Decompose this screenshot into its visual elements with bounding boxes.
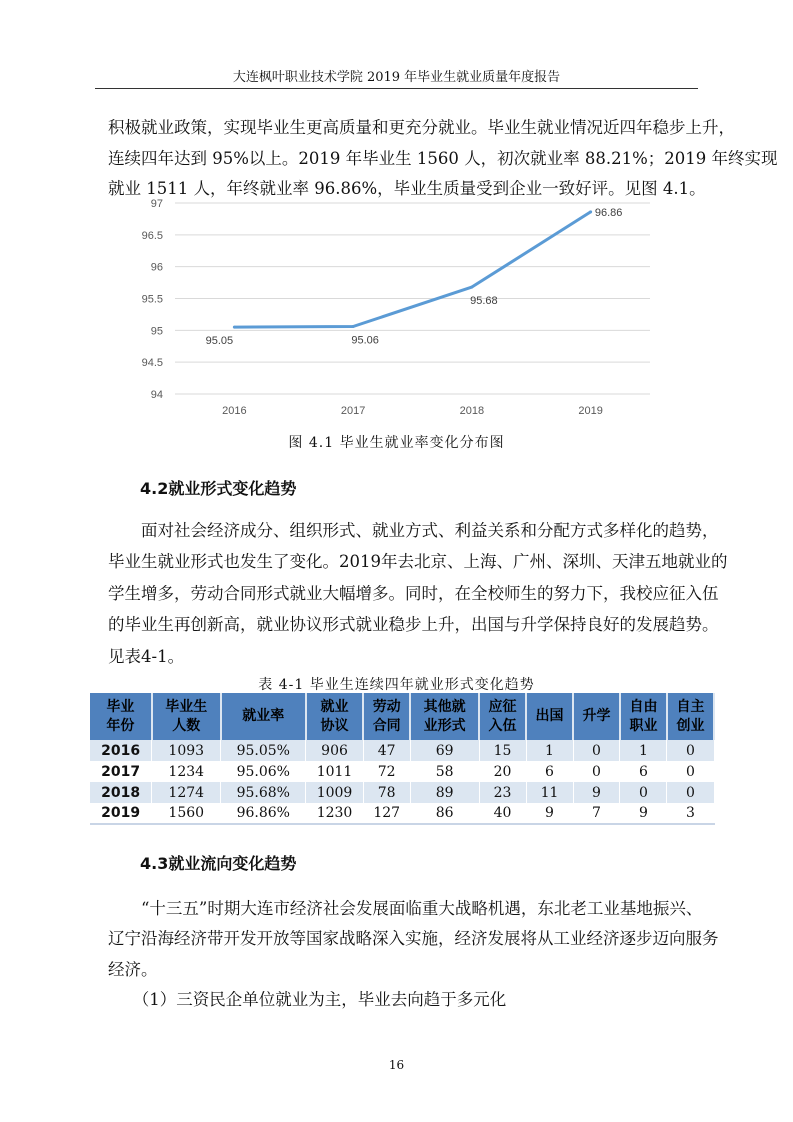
table-cell: 1274 — [152, 782, 221, 803]
employment-rate-line-chart — [100, 193, 680, 423]
column-header — [410, 693, 479, 740]
table-row — [90, 782, 714, 803]
y-tick-label: 96.5 — [141, 229, 163, 242]
table-cell: 0 — [667, 761, 714, 782]
header-text: 创业 — [676, 717, 705, 734]
table-cell: 2018 — [90, 782, 152, 803]
table-cell: 2016 — [90, 740, 152, 761]
text-line: 毕业生就业形式也发生了变化。2019年去北京、上海、广州、深圳、天津五地就业的 — [108, 552, 728, 571]
series-line — [234, 212, 590, 327]
section-heading-4-2: 4.2就业形式变化趋势 — [140, 479, 297, 498]
table-cell: 0 — [573, 761, 620, 782]
y-tick-label: 94.5 — [141, 357, 163, 370]
column-header — [526, 693, 573, 740]
header-text: 就业 — [320, 698, 349, 715]
text-line: “十三五”时期大连市经济社会发展面临重大战略机遇，东北老工业基地振兴、 — [108, 899, 703, 918]
table-cell: 20 — [479, 761, 526, 782]
table-cell: 86 — [410, 803, 479, 824]
x-tick-label: 2019 — [578, 405, 603, 417]
y-tick-label: 96 — [150, 261, 163, 274]
table-cell: 2017 — [90, 761, 152, 782]
table-row — [90, 803, 714, 824]
x-tick-label: 2016 — [222, 405, 247, 417]
header-text: 职业 — [629, 717, 658, 734]
x-tick-label: 2017 — [340, 405, 366, 417]
table-cell: 1560 — [152, 803, 221, 824]
y-tick-label: 95 — [150, 325, 163, 338]
table-cell: 1009 — [306, 782, 363, 803]
running-header: 大连枫叶职业技术学院 2019 年毕业生就业质量年度报告 — [232, 70, 561, 85]
y-tick-label: 94 — [150, 389, 163, 401]
text-line: 辽宁沿海经济带开发开放等国家战略深入实施，经济发展将从工业经济逐步迈向服务 — [108, 929, 719, 948]
table-cell: 127 — [363, 803, 410, 824]
data-point — [352, 325, 355, 328]
column-header — [152, 693, 221, 740]
header-rule — [95, 88, 698, 89]
table-cell: 1 — [620, 740, 667, 761]
column-header — [306, 693, 363, 740]
text-line: 就业 1511 人，年终就业率 96.86%，毕业生质量受到企业一致好评。见图 4.1。 — [108, 179, 706, 198]
table-cell: 2019 — [90, 803, 152, 824]
page-number: 16 — [388, 1058, 405, 1072]
column-header — [667, 693, 714, 740]
header-text: 就业率 — [242, 708, 285, 724]
table-cell: 9 — [620, 803, 667, 824]
column-header — [573, 693, 620, 740]
table-cell: 47 — [363, 740, 410, 761]
table-row — [90, 740, 714, 761]
table-cell: 89 — [410, 782, 479, 803]
table-cell: 1234 — [152, 761, 221, 782]
table-cell: 906 — [306, 740, 363, 761]
table-cell: 69 — [410, 740, 479, 761]
text-line: 学生增多，劳动合同形式就业大幅增多。同时，在全校师生的努力下，我校应征入伍 — [108, 584, 719, 603]
header-text: 入伍 — [488, 717, 517, 734]
column-header — [620, 693, 667, 740]
column-header — [90, 693, 152, 740]
data-point — [470, 286, 473, 289]
table-cell: 0 — [667, 740, 714, 761]
header-text: 出国 — [535, 708, 564, 724]
table-cell: 0 — [620, 782, 667, 803]
table-cell: 9 — [526, 803, 573, 824]
table-row — [90, 761, 714, 782]
text-line: 积极就业政策，实现毕业生更高质量和更充分就业。毕业生就业情况近四年稳步上升， — [108, 118, 735, 137]
table-cell: 1 — [526, 740, 573, 761]
header-text: 人数 — [172, 717, 201, 734]
table-cell: 1011 — [306, 761, 363, 782]
table-cell: 40 — [479, 803, 526, 824]
table-cell: 58 — [410, 761, 479, 782]
table-cell: 72 — [363, 761, 410, 782]
table-cell: 7 — [573, 803, 620, 824]
text-line: 见表4-1。 — [108, 647, 185, 666]
header-text: 自由 — [629, 698, 658, 715]
text-line: 连续四年达到 95%以上。2019 年毕业生 1560 人，初次就业率 88.21%；2019 年终实现 — [108, 149, 778, 168]
column-header — [363, 693, 410, 740]
table-cell: 1093 — [152, 740, 221, 761]
data-label: 96.86 — [594, 206, 623, 219]
y-tick-label: 95.5 — [141, 293, 163, 306]
header-text: 毕业 — [106, 698, 135, 715]
text-line: 的毕业生再创新高，就业协议形式就业稳步上升，出国与升学保持良好的发展趋势。 — [108, 615, 719, 634]
data-label: 95.06 — [351, 334, 379, 347]
table-cell: 9 — [573, 782, 620, 803]
text-line: 经济。 — [108, 960, 158, 979]
header-text: 劳动 — [372, 698, 401, 715]
header-text: 协议 — [320, 717, 349, 734]
table-cell: 95.06% — [221, 761, 306, 782]
header-text: 毕业生 — [165, 698, 208, 715]
table-cell: 95.05% — [221, 740, 306, 761]
text-line: （1）三资民企单位就业为主，毕业去向趋于多元化 — [108, 990, 507, 1009]
column-header — [221, 693, 306, 740]
header-text: 自主 — [676, 698, 705, 715]
table-cell: 11 — [526, 782, 573, 803]
table-cell: 3 — [667, 803, 714, 824]
table-cell: 95.68% — [221, 782, 306, 803]
table-cell: 15 — [479, 740, 526, 761]
table-cell: 1230 — [306, 803, 363, 824]
table-caption: 表 4-1 毕业生连续四年就业形式变化趋势 — [258, 677, 535, 693]
table-cell: 96.86% — [221, 803, 306, 824]
text-line: 面对社会经济成分、组织形式、就业方式、利益关系和分配方式多样化的趋势， — [108, 521, 719, 540]
header-text: 业形式 — [423, 717, 466, 734]
section-heading-4-3: 4.3就业流向变化趋势 — [140, 854, 297, 873]
header-text: 合同 — [372, 717, 401, 734]
table-cell: 0 — [667, 782, 714, 803]
column-header — [479, 693, 526, 740]
header-text: 升学 — [582, 708, 611, 724]
header-text: 应征 — [488, 698, 517, 715]
x-tick-label: 2018 — [459, 405, 485, 417]
table-cell: 0 — [573, 740, 620, 761]
employment-form-table — [90, 693, 715, 825]
data-label: 95.05 — [205, 335, 234, 348]
data-point — [589, 210, 592, 213]
table-cell: 6 — [620, 761, 667, 782]
figure-caption: 图 4.1 毕业生就业率变化分布图 — [288, 435, 505, 451]
header-text: 年份 — [106, 717, 135, 734]
data-label: 95.68 — [470, 295, 498, 308]
table-cell: 23 — [479, 782, 526, 803]
table-cell: 6 — [526, 761, 573, 782]
table-cell: 78 — [363, 782, 410, 803]
y-tick-label: 97 — [150, 198, 163, 210]
header-text: 其他就 — [423, 698, 466, 715]
data-point — [233, 326, 236, 329]
